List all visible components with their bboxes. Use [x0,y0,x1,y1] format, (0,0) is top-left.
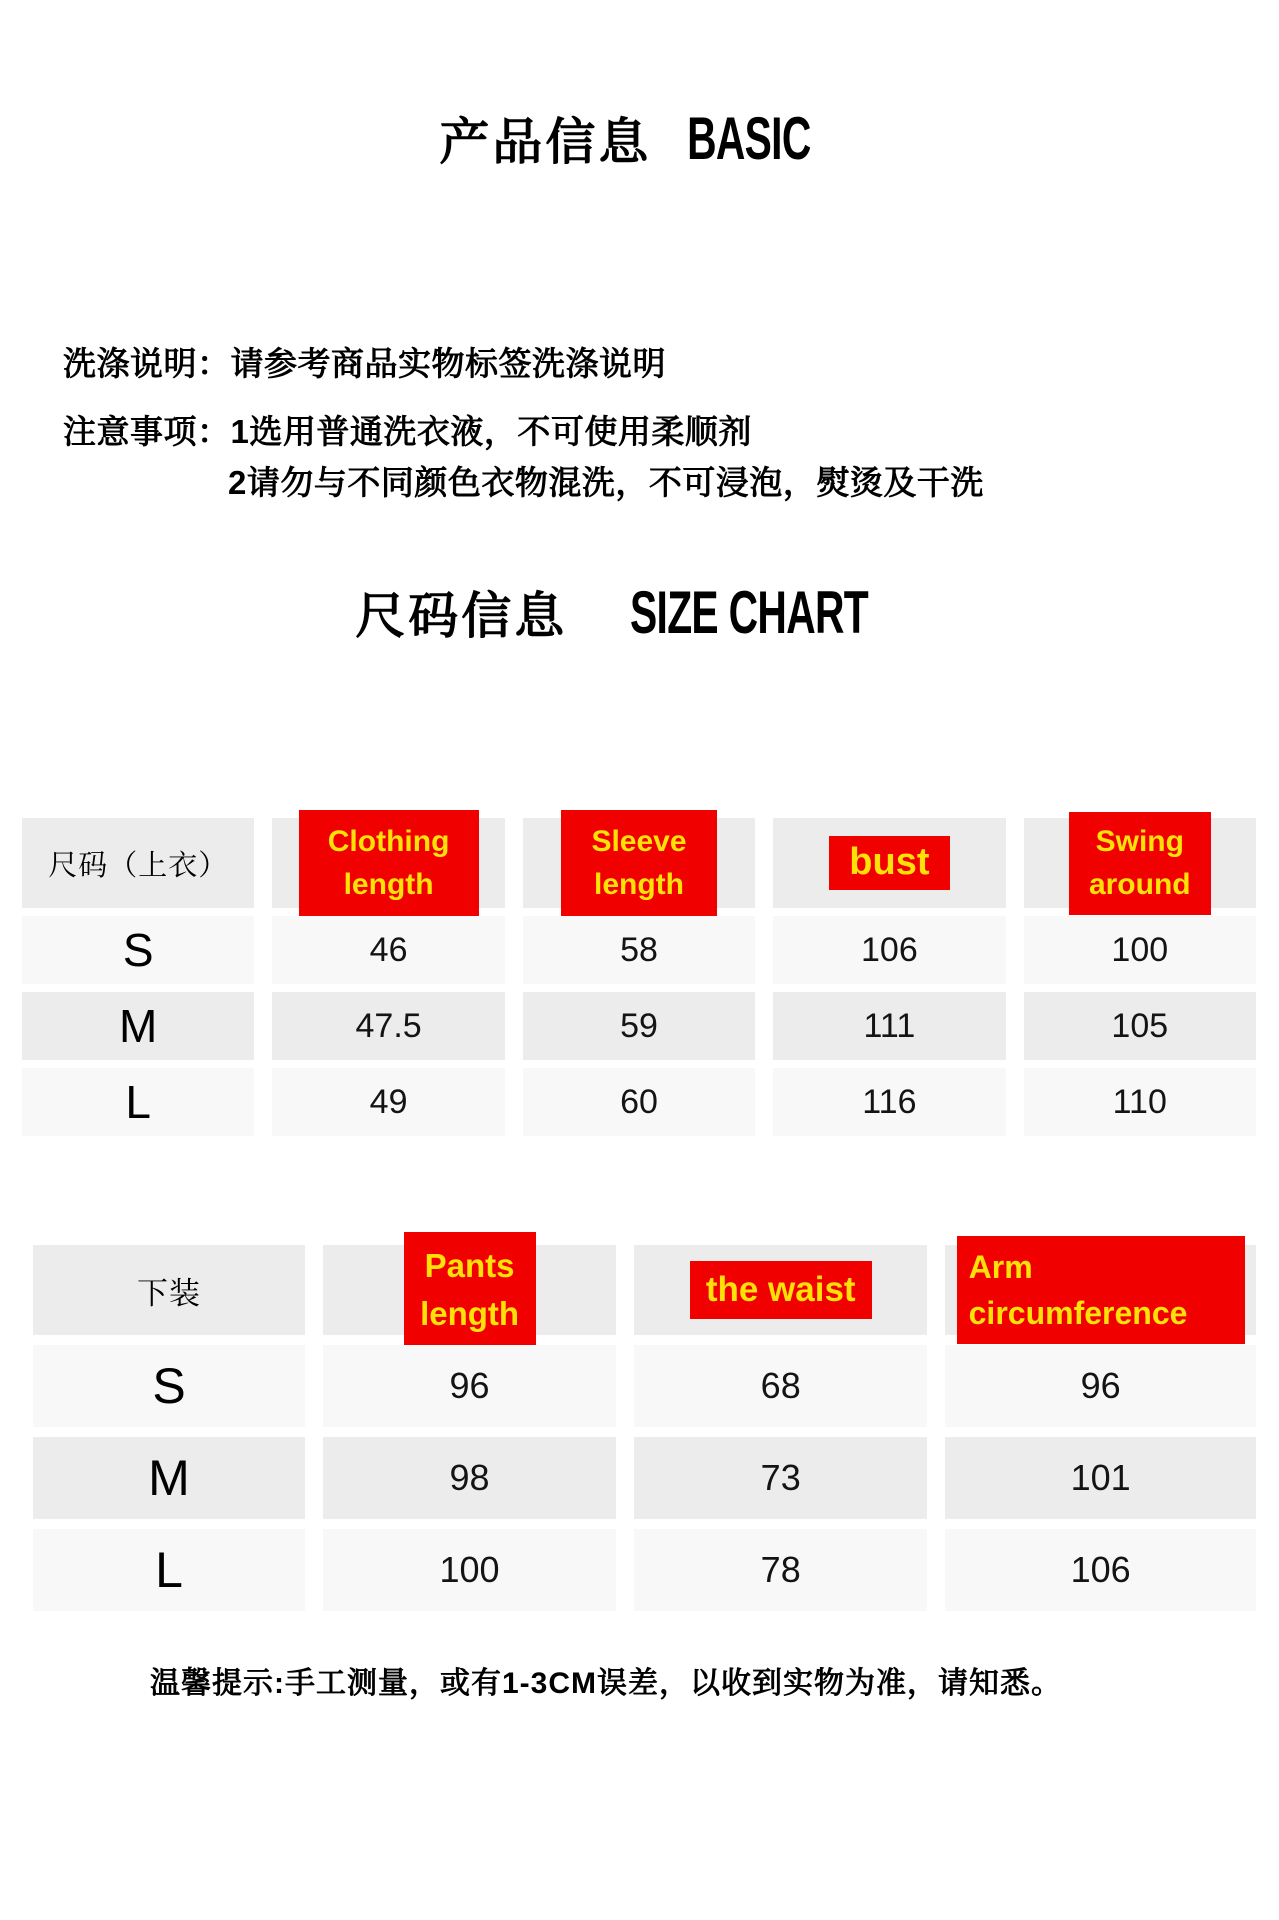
notice-text-2: 2请勿与不同颜色衣物混洗，不可浸泡，熨烫及干洗 [228,464,984,501]
clothing-length-badge: Clothing length [299,810,479,917]
measure-value: 111 [863,1006,916,1045]
wash-instructions-line [63,338,666,385]
measure-value: 101 [1070,1457,1131,1498]
size-label: M [119,1000,158,1052]
measure-value: 96 [449,1365,490,1406]
bottom-table-cell [323,1529,616,1611]
measure-value: 100 [1111,930,1169,969]
bottom-table-row-s-size-cell [33,1345,305,1427]
top-size-table [22,818,1256,1136]
measure-value: 49 [369,1082,408,1121]
bottom-table-cell [945,1529,1256,1611]
size-label: S [122,924,154,976]
measure-value: 68 [760,1365,801,1406]
page-title-cn: 产品信息 [439,114,652,170]
top-table-row-s-size-cell [22,916,254,984]
measure-value: 105 [1111,1006,1169,1045]
measure-value: 116 [862,1082,917,1121]
bottom-table-cell [945,1345,1256,1427]
notice-line-2 [228,457,984,504]
sleeve-length-badge: Sleeve length [561,810,717,917]
bottom-table-row-l-size-cell [33,1529,305,1611]
bottom-table-header-pants-length [323,1245,616,1335]
size-label: L [125,1076,151,1128]
bottom-table-corner-cell [33,1245,305,1335]
size-chart-title-en: SIZE CHART [629,579,868,646]
page-title [0,102,1279,174]
bottom-table-cell [634,1345,927,1427]
measure-value: 106 [861,930,918,969]
measure-value: 58 [620,930,658,969]
top-table-cell [523,916,755,984]
bottom-table-row-m-size-cell [33,1437,305,1519]
notice-label: 注意事项： [63,413,231,450]
top-table-row-l-size-cell [22,1068,254,1136]
measure-value: 59 [620,1006,658,1045]
bottom-table-cell [945,1437,1256,1519]
measurement-disclaimer: 温馨提示:手工测量，或有1-3CM误差，以收到实物为准，请知悉。 [150,1667,1063,1700]
top-table-cell [773,992,1005,1060]
bottom-size-table [33,1245,1256,1611]
top-table-cell [272,992,504,1060]
top-table-corner-cell [22,818,254,908]
measure-value: 78 [760,1549,801,1590]
bottom-table-header-arm-circumference [945,1245,1256,1335]
bottom-table-header-the-waist [634,1245,927,1335]
size-label: M [148,1450,190,1506]
top-table-cell [1024,992,1256,1060]
top-table-cell [523,1068,755,1136]
bottom-table-cell [323,1437,616,1519]
page-title-en: BASIC [686,105,811,172]
top-table-header-swing-around [1024,818,1256,908]
size-label: L [155,1542,183,1598]
top-table-header-bust [773,818,1005,908]
swing-around-badge: Swing around [1069,812,1211,915]
measure-value: 73 [760,1457,801,1498]
bottom-table-cell [323,1345,616,1427]
arm-circumference-badge: Arm circumference [957,1236,1245,1345]
top-table-cell [523,992,755,1060]
top-table-corner-label: 尺码（上衣） [48,849,229,882]
measure-value: 106 [1070,1549,1131,1590]
measure-value: 60 [620,1082,658,1121]
size-label: S [152,1358,186,1414]
the-waist-badge: the waist [690,1261,872,1319]
notice-text-1: 1选用普通洗衣液，不可使用柔顺剂 [230,413,752,450]
measure-value: 46 [369,930,408,969]
bottom-table-cell [634,1437,927,1519]
top-table-cell [773,1068,1005,1136]
top-table-cell [773,916,1005,984]
top-table-cell [1024,916,1256,984]
pants-length-badge: Pants length [404,1232,536,1348]
measure-value: 98 [449,1457,490,1498]
top-table-cell [272,916,504,984]
top-table-header-clothing-length [272,818,504,908]
size-chart-title-cn: 尺码信息 [355,588,568,644]
top-table-cell [1024,1068,1256,1136]
top-table-header-sleeve-length [523,818,755,908]
measure-value: 100 [439,1549,500,1590]
bust-badge: bust [829,836,949,890]
notice-line-1 [63,406,752,453]
wash-instructions-label: 洗涤说明： [63,345,231,382]
top-table-row-m-size-cell [22,992,254,1060]
wash-instructions-text: 请参考商品实物标签洗涤说明 [230,345,666,382]
measure-value: 96 [1080,1365,1121,1406]
size-chart-title [0,576,1279,648]
measure-value: 47.5 [355,1006,422,1045]
top-table-cell [272,1068,504,1136]
bottom-table-corner-label: 下装 [137,1275,201,1311]
bottom-table-cell [634,1529,927,1611]
measure-value: 110 [1112,1082,1167,1121]
